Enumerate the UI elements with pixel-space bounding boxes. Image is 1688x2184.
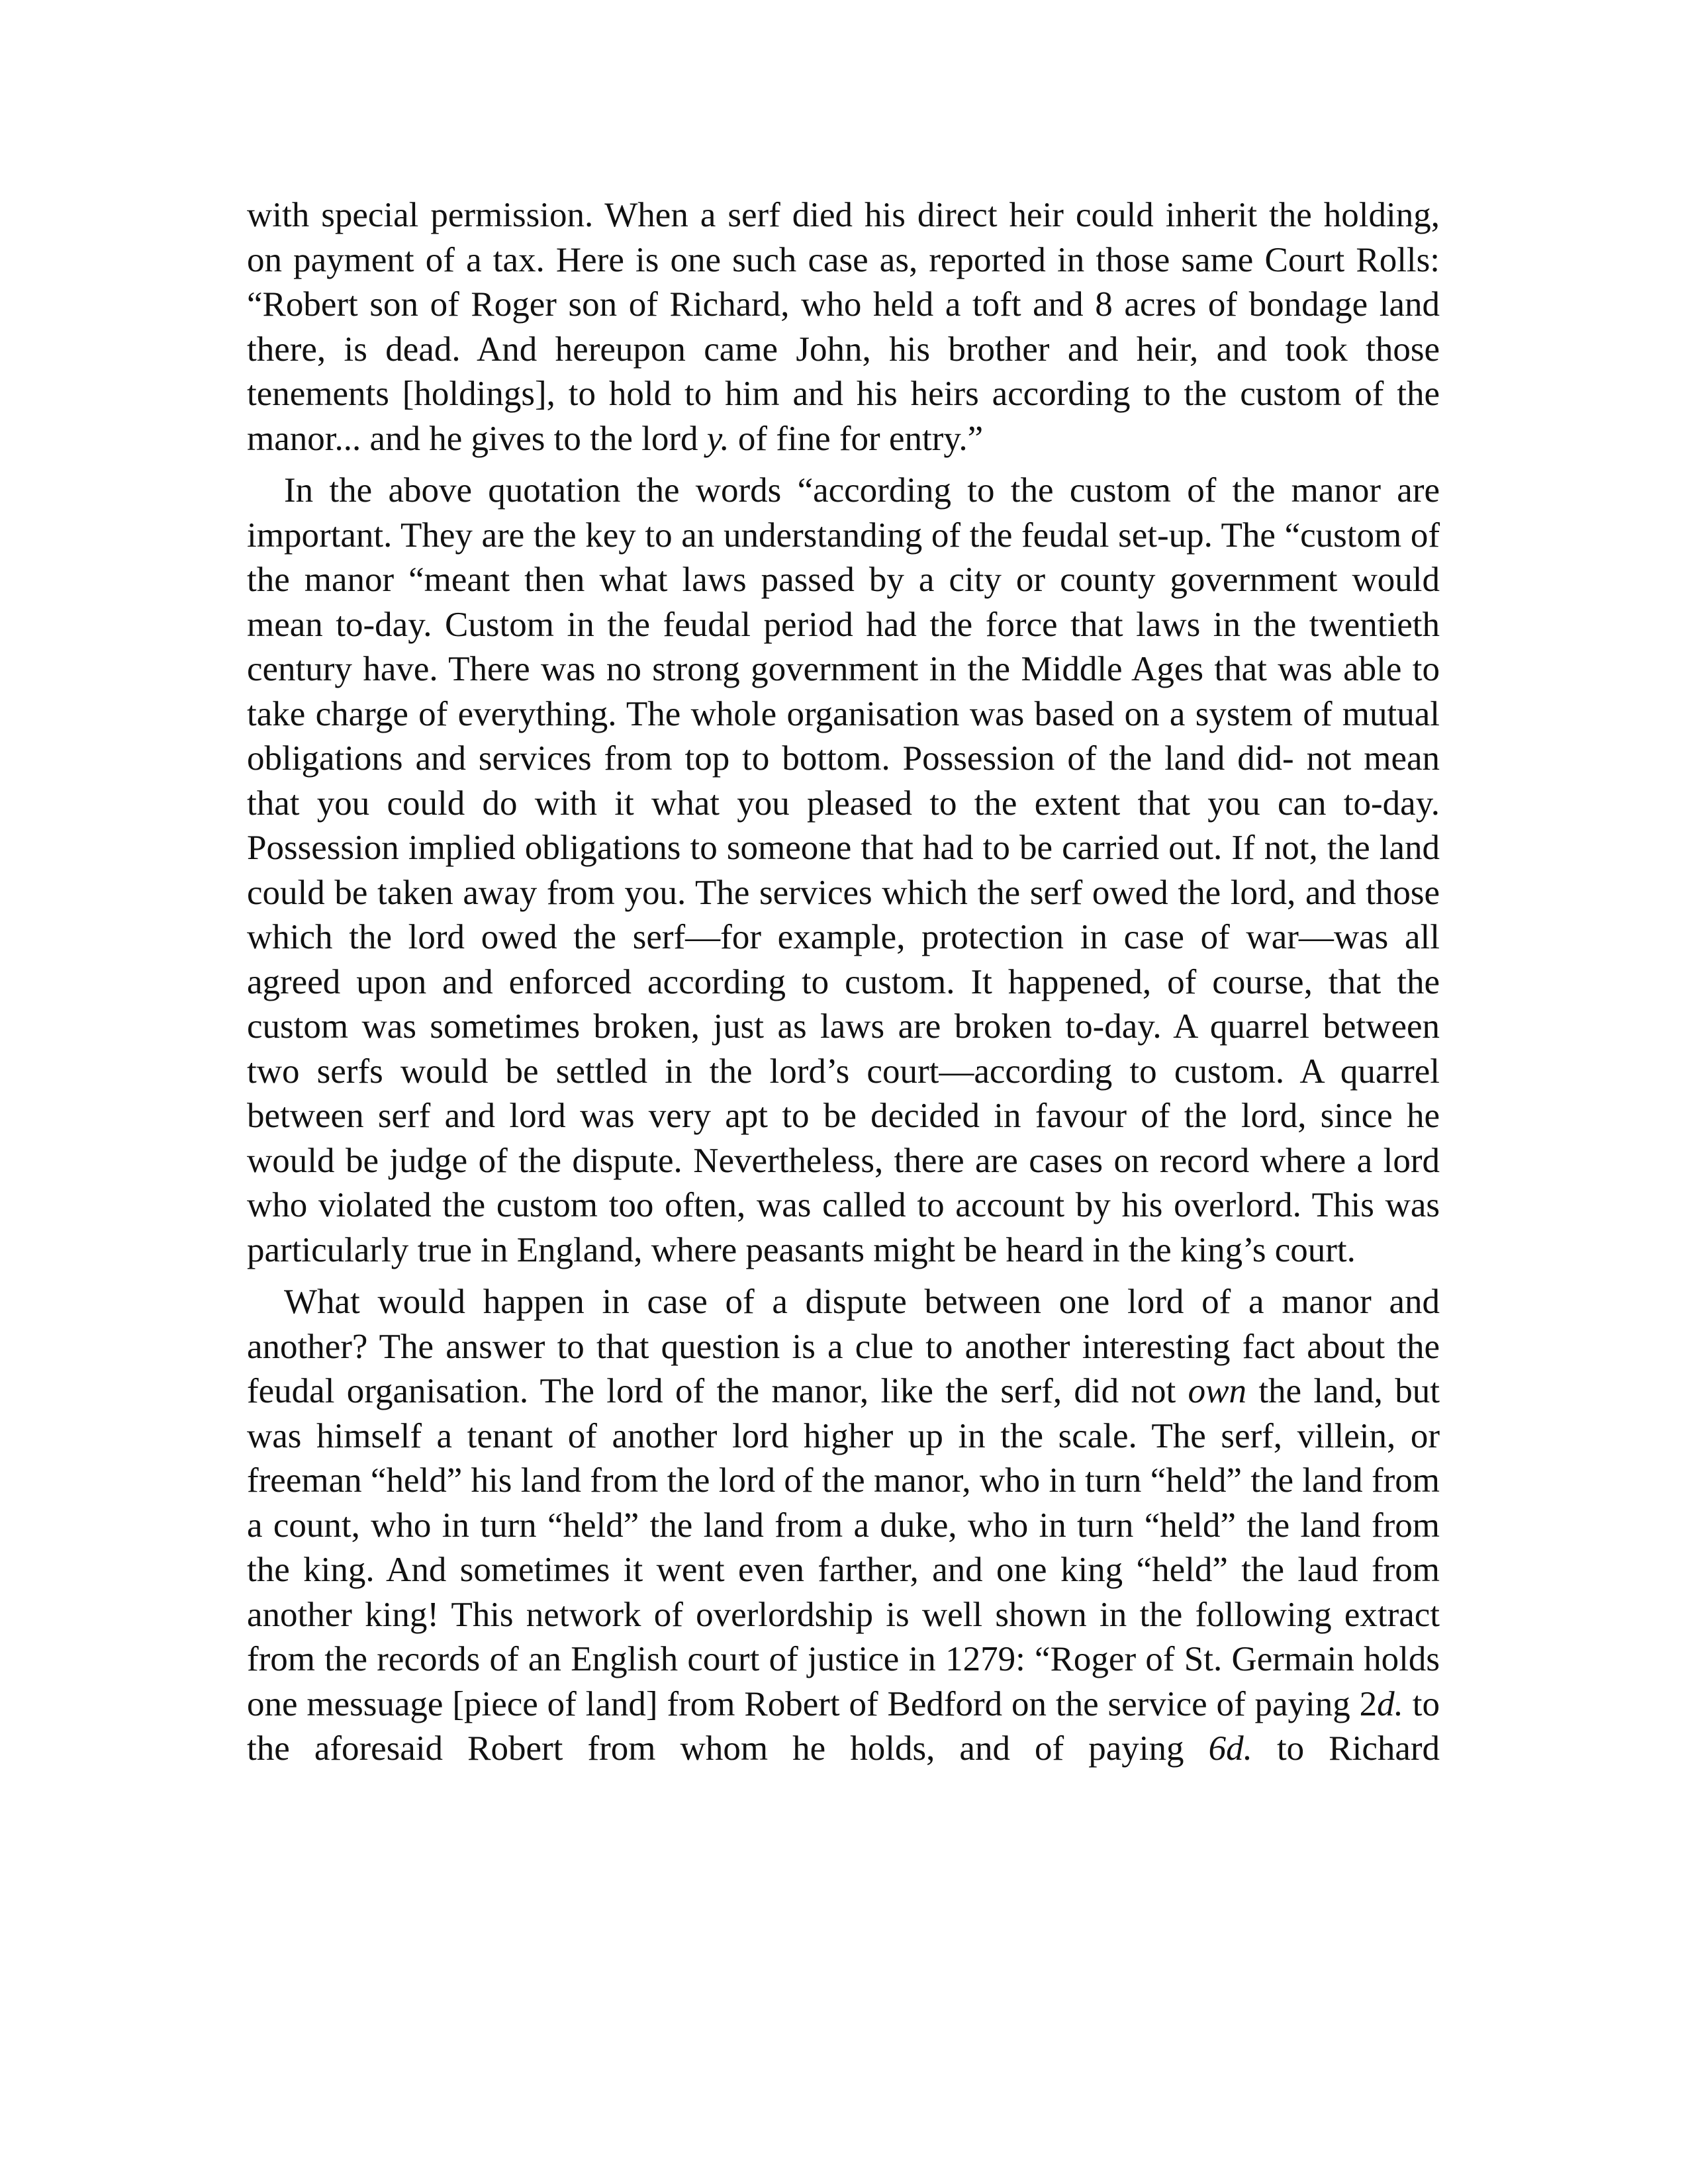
paragraph-3-text-b: the land, but was himself a tenant of another lord higher up in the scale. The serf, villein, or freeman “held” his land from the lord of the manor, who in turn “held” the land from a count, who in turn “held” the land from a duke, who in turn “held” the land from the king. And sometimes it went even farther, and one king “held” the laud from another king! This network of overlordship is well shown in the following extract from the records of an English court of justice in 1279: “Roger of St. Germain holds one messuage [piece of land] from Robert of Bedford on the service of paying 2 (247, 1372, 1440, 1723)
paragraph-3-text-d: to Richard (1276, 1729, 1440, 1768)
shilling-abbreviation: y. (706, 419, 729, 458)
body-text (247, 193, 1440, 1779)
paragraph-3-text-c: to the aforesaid Robert from whom he holds, and of paying (247, 1684, 1440, 1768)
paragraph-1-text-a: with special permission. When a serf died his direct heir could inherit the holding, on payment of a tax. Here is one such case as, reported in those same Court Rolls: “Robert son of Roger son of Richard, who held a toft and 8 acres of bondage land there, is dead. And hereupon came John, his brother and heir, and took those tenements [holdings], to hold to him and his heirs according to the custom of the manor... and he gives to the lord (247, 196, 1440, 458)
pence-abbreviation-1: d. (1377, 1684, 1403, 1723)
paragraph-1 (247, 193, 1440, 461)
paragraph-3 (247, 1280, 1440, 1772)
paragraph-3-text-a: What would happen in case of a dispute between one lord of a manor and another? The answer to that question is a clue to another interesting fact about the feudal organisation. The lord of the manor, like the serf, did not (247, 1283, 1440, 1410)
paragraph-2: In the above quotation the words “according to the custom of the manor are important. They are the key to an understanding of the feudal set-up. The “custom of the manor “meant then what laws passed by a city or county government would mean to-day. Custom in the feudal period had the force that laws in the twentieth century have. There was no strong government in the Middle Ages that was able to take charge of everything. The whole organisation was based on a system of mutual obligations and services from top to bottom. Possession of the land did- not mean that you could do with it what you pleased to the extent that you can to-day. Possession implied obligations to someone that had to be carried out. If not, the land could be taken away from you. The services which the serf owed the lord, and those which the lord owed the serf—for example, protection in case of war—was all agreed upon and enforced according to custom. It happened, of course, that the custom was sometimes broken, just as laws are broken to-day. A quarrel between two serfs would be settled in the lord’s court—according to custom. A quarrel between serf and lord was very apt to be decided in favour of the lord, since he would be judge of the dispute. Nevertheless, there are cases on record where a lord who violated the custom too often, was called to account by his overlord. This was particularly true in England, where peasants might be heard in the king’s court. (247, 471, 1440, 1269)
pence-abbreviation-2: 6d. (1208, 1729, 1252, 1768)
own-emphasis: own (1188, 1372, 1246, 1410)
paragraph-1-text-b: of fine for entry.” (737, 419, 984, 458)
